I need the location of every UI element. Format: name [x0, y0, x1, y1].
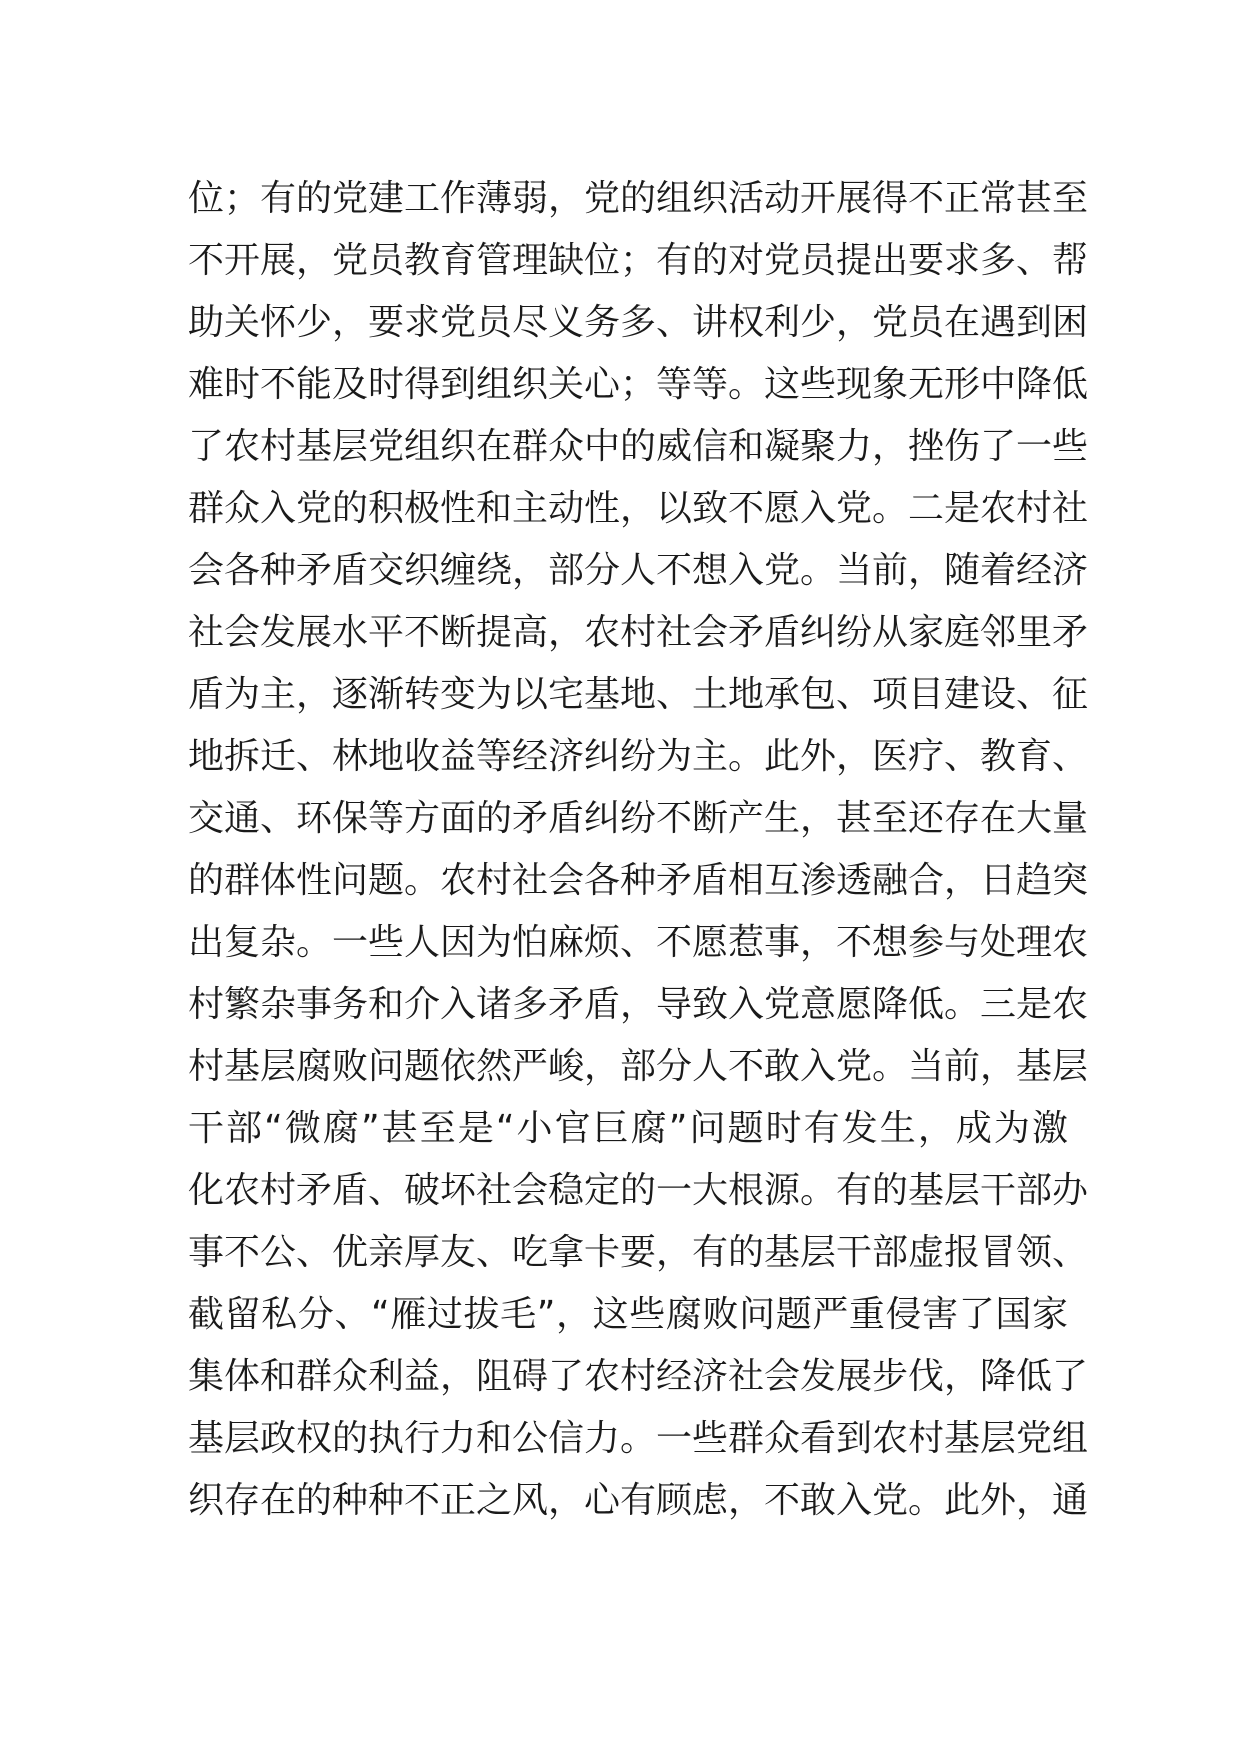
text-line: 村繁杂事务和介入诸多矛盾，导致入党意愿降低。三是农	[188, 984, 1089, 1025]
text-line: 出复杂。一些人因为怕麻烦、不愿惹事，不想参与处理农	[188, 922, 1089, 963]
text-line: 事不公、优亲厚友、吃拿卡要，有的基层干部虚报冒领、	[188, 1232, 1089, 1273]
text-line: 社会发展水平不断提高，农村社会矛盾纠纷从家庭邻里矛	[188, 612, 1089, 653]
text-line: 群众入党的积极性和主动性，以致不愿入党。二是农村社	[188, 488, 1089, 529]
text-line: 的群体性问题。农村社会各种矛盾相互渗透融合，日趋突	[188, 860, 1089, 901]
text-line: 交通、环保等方面的矛盾纠纷不断产生，甚至还存在大量	[188, 798, 1089, 839]
text-line: 助关怀少，要求党员尽义务多、讲权利少，党员在遇到困	[188, 302, 1089, 343]
text-line: 织存在的种种不正之风，心有顾虑，不敢入党。此外，通	[188, 1480, 1089, 1521]
text-line: 基层政权的执行力和公信力。一些群众看到农村基层党组	[188, 1418, 1089, 1459]
text-line: 干部“微腐”甚至是“小官巨腐”问题时有发生，成为激	[188, 1108, 1068, 1149]
body-text	[188, 168, 1089, 1532]
text-line: 村基层腐败问题依然严峻，部分人不敢入党。当前，基层	[188, 1046, 1089, 1087]
text-line: 难时不能及时得到组织关心；等等。这些现象无形中降低	[188, 364, 1089, 405]
text-line: 不开展，党员教育管理缺位；有的对党员提出要求多、帮	[188, 240, 1089, 281]
text-line: 化农村矛盾、破坏社会稳定的一大根源。有的基层干部办	[188, 1170, 1089, 1211]
text-line: 地拆迁、林地收益等经济纠纷为主。此外，医疗、教育、	[188, 736, 1089, 777]
text-line: 截留私分、“雁过拔毛”，这些腐败问题严重侵害了国家	[188, 1294, 1068, 1335]
text-line: 了农村基层党组织在群众中的威信和凝聚力，挫伤了一些	[188, 426, 1089, 467]
text-line: 位；有的党建工作薄弱，党的组织活动开展得不正常甚至	[188, 178, 1089, 219]
text-line: 会各种矛盾交织缠绕，部分人不想入党。当前，随着经济	[188, 550, 1089, 591]
text-line: 集体和群众利益，阻碍了农村经济社会发展步伐，降低了	[188, 1356, 1089, 1397]
text-line: 盾为主，逐渐转变为以宅基地、土地承包、项目建设、征	[188, 674, 1089, 715]
